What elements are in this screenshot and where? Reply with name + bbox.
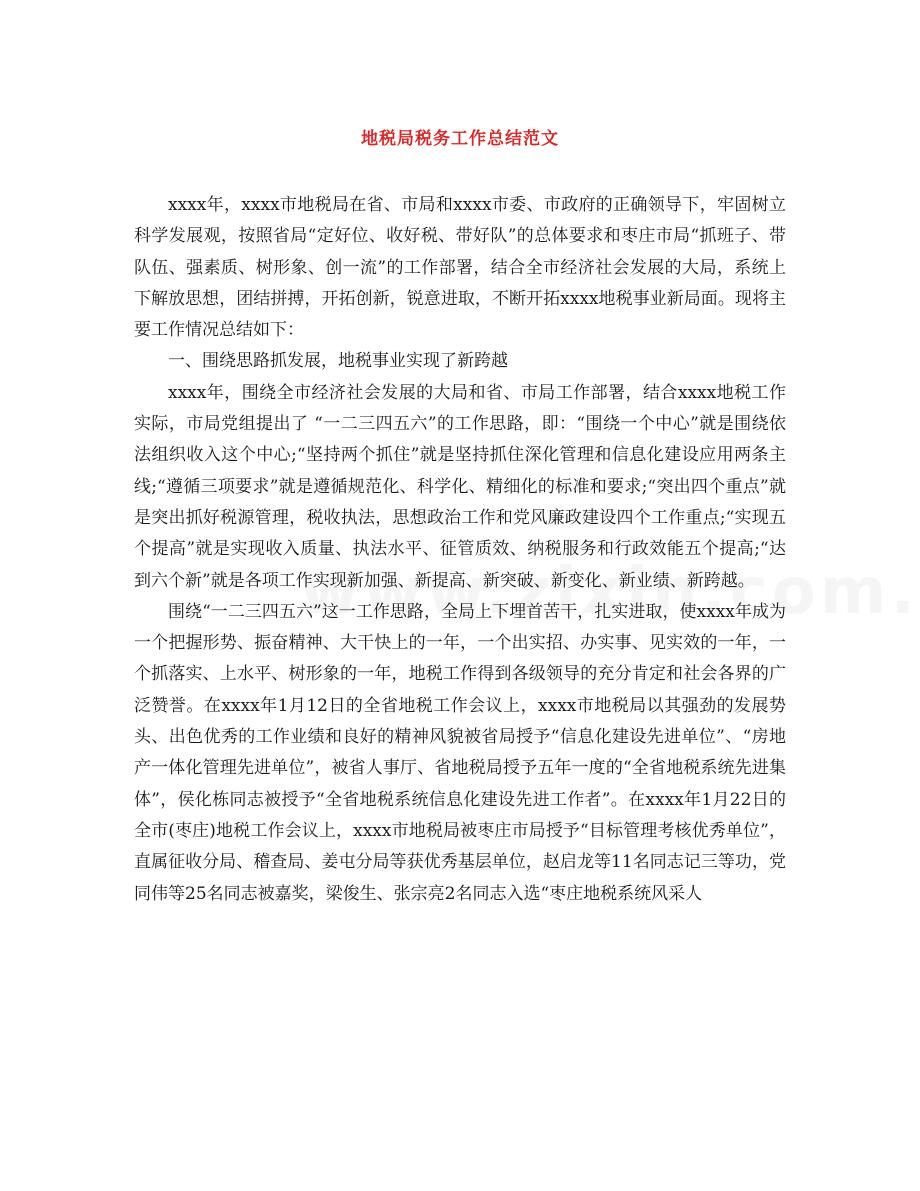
document-body [134,190,786,910]
paragraph-intro: xxxx年，xxxx市地税局在省、市局和xxxx市委、市政府的正确领导下，牢固树立科学发展观，按照省局“定好位、收好税、带好队”的总体要求和枣庄市局“抓班子、带队伍、强素质、树形象、创一流”的工作部署，结合全市经济社会发展的大局，系统上下解放思想，团结拼搏，开拓创新，锐意进取，不断开拓xxxx地税事业新局面。现将主要工作情况总结如下： [134,195,786,341]
document-title: 地税局税务工作总结范文 [361,129,559,149]
paragraph-work-plan: xxxx年，围绕全市经济社会发展的大局和省、市局工作部署，结合xxxx地税工作实际，市局党组提出了 “一二三四五六”的工作思路，即：“围绕一个中心”就是围绕依法组织收入这个中心;“坚持两个抓住”就是坚持抓住深化管理和信息化建设应用两条主线;“遵循三项要求”就是遵循规范化、科学化、精细化的标准和要求;“突出四个重点”就是突出抓好税源管理，税收执法，思想政治工作和党风廉政建设四个工作重点;“实现五个提高”就是实现收入质量、执法水平、征管质效、纳税服务和行政效能五个提高;“达到六个新”就是各项工作实现新加强、新提高、新突破、新变化、新业绩、新跨越。 [134,382,786,591]
paragraph-achievements: 围绕“一二三四五六”这一工作思路，全局上下埋首苦干，扎实进取，使xxxx年成为一个把握形势、振奋精神、大干快上的一年，一个出实招、办实事、见实效的一年，一个抓落实、上水平、树形象的一年，地税工作得到各级领导的充分肯定和社会各界的广泛赞誉。在xxxx年1月12日的全省地税工作会议上，xxxx市地税局以其强劲的发展势头、出色优秀的工作业绩和良好的精神风貌被省局授予“信息化建设先进单位”、“房地产一体化管理先进单位”，被省人事厅、省地税局授予五年一度的“全省地税系统先进集体”，侯化栋同志被授予“全省地税系统信息化建设先进工作者”。在xxxx年1月22日的全市(枣庄)地税工作会议上，xxxx市地税局被枣庄市局授予“目标管理考核优秀单位”，直属征收分局、稽查局、姜屯分局等获优秀基层单位，赵启龙等11名同志记三等功，党同伟等25名同志被嘉奖，梁俊生、张宗亮2名同志入选“枣庄地税系统风采人 [134,601,786,904]
section-heading: 一、围绕思路抓发展，地税事业实现了新跨越 [168,351,508,372]
